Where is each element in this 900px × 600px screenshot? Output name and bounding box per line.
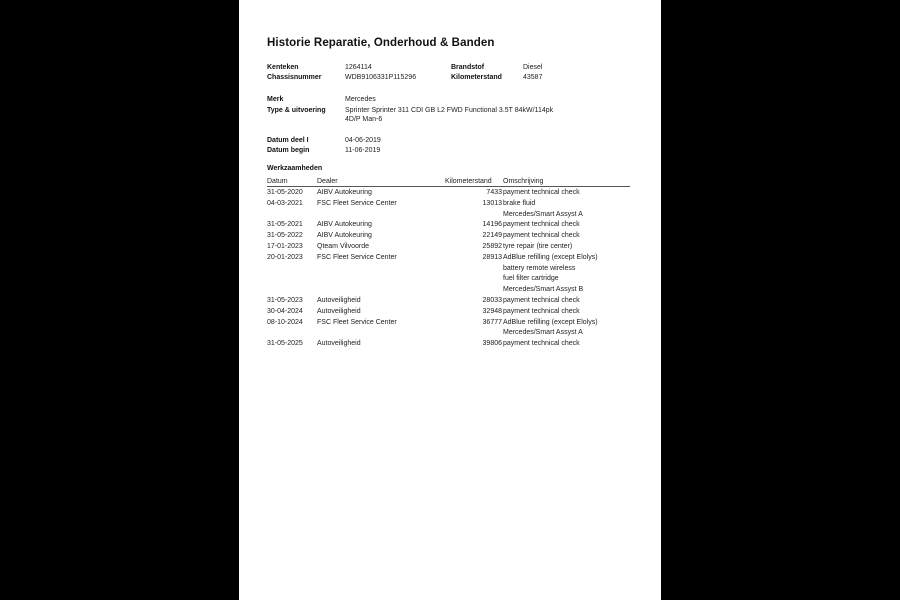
table-row xyxy=(267,189,630,200)
row-dealer: FSC Fleet Service Center xyxy=(317,253,397,261)
row-date: 31-05-2025 xyxy=(267,340,303,348)
row-dealer: FSC Fleet Service Center xyxy=(317,199,397,207)
row-date: 31-05-2021 xyxy=(267,221,303,229)
kenteken-label: Kenteken xyxy=(267,64,299,71)
row-description: payment technical check xyxy=(503,296,580,304)
row-dealer: Autoveiligheid xyxy=(317,340,361,348)
document-title: Historie Reparatie, Onderhoud & Banden xyxy=(267,37,495,49)
row-description: payment technical check xyxy=(503,340,580,348)
row-dealer: AIBV Autokeuring xyxy=(317,221,372,229)
table-row xyxy=(267,340,630,351)
row-date: 31-05-2020 xyxy=(267,189,303,196)
row-description: AdBlue refilling (except Elolys) xyxy=(503,253,598,261)
work-history-table xyxy=(267,189,630,351)
row-date: 17-01-2023 xyxy=(267,242,303,250)
row-description-continuation xyxy=(267,211,630,222)
row-description: Mercedes/Smart Assyst A xyxy=(503,210,583,218)
row-dealer: FSC Fleet Service Center xyxy=(317,318,397,326)
datum-begin-value: 11-06-2019 xyxy=(345,147,381,154)
row-dealer: Autoveiligheid xyxy=(317,296,361,304)
row-dealer: Autoveiligheid xyxy=(317,307,361,315)
column-header-date: Datum xyxy=(267,178,288,185)
type-value-line2: 4D/P Man-6 xyxy=(345,116,383,123)
row-description-continuation xyxy=(267,286,630,297)
row-kilometerstand: 32948 xyxy=(482,307,502,315)
table-row xyxy=(267,221,630,232)
type-label: Type & uitvoering xyxy=(267,107,326,114)
table-row xyxy=(267,319,630,330)
row-kilometerstand: 13013 xyxy=(482,199,502,207)
table-row xyxy=(267,200,630,211)
row-dealer: AIBV Autokeuring xyxy=(317,232,372,240)
type-value-line1: Sprinter Sprinter 311 CDI GB L2 FWD Functional 3.5T 84kW/114pk xyxy=(345,107,554,114)
row-description-continuation xyxy=(267,275,630,286)
row-description: battery remote wireless xyxy=(503,264,576,272)
table-row xyxy=(267,297,630,308)
table-row xyxy=(267,243,630,254)
row-kilometerstand: 7433 xyxy=(486,189,502,196)
row-description: Mercedes/Smart Assyst A xyxy=(503,329,583,337)
table-row xyxy=(267,254,630,265)
row-kilometerstand: 22149 xyxy=(482,232,502,240)
row-description: payment technical check xyxy=(503,189,580,196)
row-description: Mercedes/Smart Assyst B xyxy=(503,286,584,294)
column-header-description: Omschrijving xyxy=(503,178,544,185)
row-kilometerstand: 25892 xyxy=(482,242,502,250)
werkzaamheden-heading: Werkzaamheden xyxy=(267,165,323,172)
merk-value: Mercedes xyxy=(345,96,376,103)
row-description-continuation xyxy=(267,265,630,276)
datum-begin-label: Datum begin xyxy=(267,147,310,154)
row-description: payment technical check xyxy=(503,232,580,240)
row-date: 04-03-2021 xyxy=(267,199,303,207)
row-date: 20-01-2023 xyxy=(267,253,303,261)
row-description-continuation xyxy=(267,329,630,340)
header-divider xyxy=(267,186,630,187)
datum-deel-value: 04-06-2019 xyxy=(345,137,381,144)
row-date: 31-05-2022 xyxy=(267,232,303,240)
datum-deel-label: Datum deel I xyxy=(267,137,309,144)
row-description: payment technical check xyxy=(503,307,580,315)
row-description: payment technical check xyxy=(503,221,580,229)
chassis-value: WDB9106331P115296 xyxy=(345,74,417,81)
row-description: AdBlue refilling (except Elolys) xyxy=(503,318,598,326)
kenteken-value: 1264114 xyxy=(345,64,372,71)
kilometerstand-label: Kilometerstand xyxy=(451,74,502,81)
row-description: fuel filter cartridge xyxy=(503,275,559,283)
row-date: 31-05-2023 xyxy=(267,296,303,304)
row-kilometerstand: 36777 xyxy=(482,318,502,326)
chassis-label: Chassisnummer xyxy=(267,74,322,81)
document-page xyxy=(239,0,661,600)
row-date: 30-04-2024 xyxy=(267,307,303,315)
row-dealer: AIBV Autokeuring xyxy=(317,189,372,196)
row-description: brake fluid xyxy=(503,199,536,207)
brandstof-label: Brandstof xyxy=(451,64,485,71)
row-kilometerstand: 14196 xyxy=(482,221,502,229)
column-header-dealer: Dealer xyxy=(317,178,338,185)
merk-label: Merk xyxy=(267,96,284,103)
table-row xyxy=(267,232,630,243)
row-kilometerstand: 28913 xyxy=(482,253,502,261)
row-kilometerstand: 39806 xyxy=(482,340,502,348)
table-row xyxy=(267,308,630,319)
row-dealer: Qteam Vilvoorde xyxy=(317,242,370,250)
column-header-km: Kilometerstand xyxy=(445,178,492,185)
row-date: 08-10-2024 xyxy=(267,318,303,326)
row-kilometerstand: 28033 xyxy=(482,296,502,304)
brandstof-value: Diesel xyxy=(523,64,543,71)
kilometerstand-value: 43587 xyxy=(523,74,543,81)
row-description: tyre repair (tire center) xyxy=(503,242,573,250)
